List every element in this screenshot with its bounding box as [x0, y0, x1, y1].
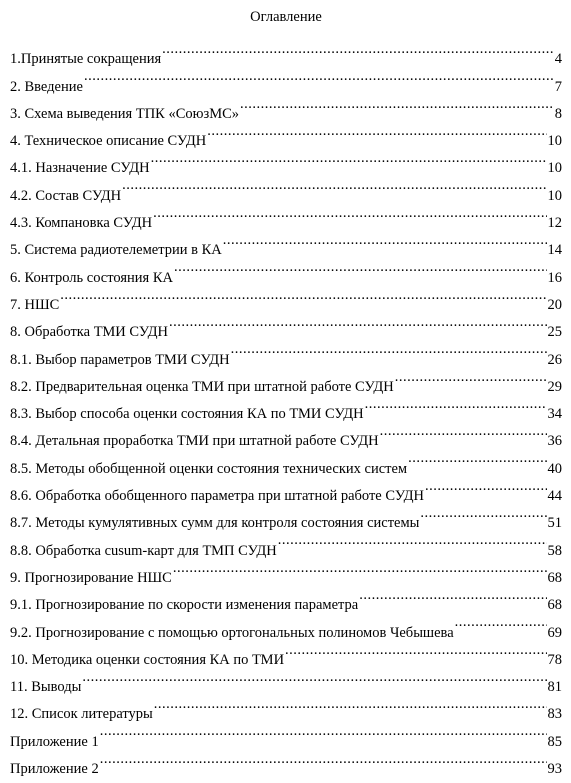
toc-entry-page: 81	[547, 679, 562, 696]
toc-entry-label: 2. Введение	[10, 78, 83, 95]
toc-dot-leader	[455, 609, 547, 636]
toc-title: Оглавление	[250, 9, 322, 25]
toc-entry-page: 44	[547, 488, 562, 505]
toc-entry-page: 68	[547, 569, 562, 586]
toc-entry-label: 8.2. Предварительная оценка ТМИ при штатной работе СУДН	[10, 378, 394, 395]
toc-dot-leader	[223, 227, 547, 254]
toc-dot-leader	[169, 309, 547, 336]
toc-entry-page: 25	[547, 324, 562, 341]
toc-entry-page: 78	[547, 651, 562, 668]
toc-dot-leader	[100, 718, 547, 745]
toc-entry-label: 8.1. Выбор параметров ТМИ СУДН	[10, 351, 230, 368]
toc-entry-label: Приложение 1	[10, 733, 99, 750]
toc-entry-page: 14	[547, 242, 562, 259]
toc-entry-label: Приложение 2	[10, 761, 99, 778]
toc-entry-label: 5. Система радиотелеметрии в КА	[10, 242, 222, 259]
toc-dot-leader	[359, 582, 546, 609]
toc-entry-page: 36	[547, 433, 562, 450]
toc-entry[interactable]	[10, 309, 562, 341]
toc-entry-label: 8.3. Выбор способа оценки состояния КА по ТМИ СУДН	[10, 406, 364, 423]
toc-entry-page: 40	[547, 460, 562, 477]
toc-list	[10, 36, 562, 778]
toc-dot-leader	[240, 91, 554, 118]
toc-entry-page: 69	[547, 624, 562, 641]
toc-dot-leader	[408, 445, 546, 472]
toc-entry-label: 8.4. Детальная проработка ТМИ при штатной работе СУДН	[10, 433, 379, 450]
toc-entry-label: 10. Методика оценки состояния КА по ТМИ	[10, 651, 285, 668]
toc-dot-leader	[153, 200, 546, 227]
toc-entry-page: 26	[547, 351, 562, 368]
toc-dot-leader	[395, 364, 547, 391]
toc-entry-label: 11. Выводы	[10, 679, 82, 696]
toc-entry-page: 16	[547, 269, 562, 286]
toc-entry-label: 12. Список литературы	[10, 706, 153, 723]
toc-dot-leader	[278, 527, 547, 554]
toc-dot-leader	[420, 500, 546, 527]
toc-entry-page: 58	[547, 542, 562, 559]
toc-dot-leader	[162, 36, 554, 63]
toc-dot-leader	[207, 118, 546, 145]
toc-entry-page: 8	[554, 105, 562, 122]
toc-entry-page: 10	[547, 187, 562, 204]
toc-entry-label: 6. Контроль состояния КА	[10, 269, 173, 286]
toc-entry-label: 4.3. Компановка СУДН	[10, 215, 153, 232]
toc-dot-leader	[151, 145, 547, 172]
toc-dot-leader	[122, 172, 546, 199]
toc-entry[interactable]	[10, 691, 562, 723]
toc-entry-label: 4. Техническое описание СУДН	[10, 133, 207, 150]
toc-entry[interactable]	[10, 91, 562, 122]
toc-entry-page: 10	[547, 160, 562, 177]
toc-entry-page: 7	[554, 78, 562, 95]
toc-entry-page: 4	[554, 51, 562, 68]
toc-entry-label: 7. НШС	[10, 296, 60, 313]
toc-entry-label: 3. Схема выведения ТПК «СоюзМС»	[10, 105, 240, 122]
toc-dot-leader	[154, 691, 547, 718]
toc-dot-leader	[82, 664, 546, 691]
toc-dot-leader	[173, 555, 547, 582]
toc-dot-leader	[100, 746, 547, 773]
toc-entry-page: 20	[547, 296, 562, 313]
toc-entry-label: 4.1. Назначение СУДН	[10, 160, 150, 177]
toc-entry-label: 9. Прогнозирование НШС	[10, 569, 172, 586]
toc-entry-page: 83	[547, 706, 562, 723]
toc-entry-page: 29	[547, 378, 562, 395]
toc-entry-label: 4.2. Состав СУДН	[10, 187, 122, 204]
toc-entry-label: 9.1. Прогнозирование по скорости изменения параметра	[10, 597, 359, 614]
toc-dot-leader	[60, 282, 546, 309]
toc-entry-page: 10	[547, 133, 562, 150]
toc-entry-label: 8.6. Обработка обобщенного параметра при штатной работе СУДН	[10, 488, 425, 505]
toc-entry-label: 8.8. Обработка cusum-карт для ТМП СУДН	[10, 542, 277, 559]
toc-entry-label: 9.2. Прогнозирование с помощью ортогональных полиномов Чебышева	[10, 624, 454, 641]
toc-dot-leader	[174, 254, 547, 281]
toc-dot-leader	[285, 637, 546, 664]
toc-entry-page: 12	[547, 215, 562, 232]
toc-entry[interactable]	[10, 664, 562, 696]
toc-entry-label: 8.7. Методы кумулятивных сумм для контроля состояния системы	[10, 515, 420, 532]
toc-dot-leader	[365, 391, 547, 418]
toc-dot-leader	[84, 63, 554, 90]
toc-entry-label: 8. Обработка ТМИ СУДН	[10, 324, 168, 341]
toc-entry-label: 1.Принятые сокращения	[10, 51, 162, 68]
toc-entry-page: 68	[547, 597, 562, 614]
toc-dot-leader	[231, 336, 547, 363]
toc-entry-page: 85	[547, 733, 562, 750]
toc-entry-label: 8.5. Методы обобщенной оценки состояния технических систем	[10, 460, 408, 477]
toc-entry[interactable]	[10, 282, 562, 313]
toc-entry[interactable]	[10, 36, 562, 68]
toc-entry-page: 51	[547, 515, 562, 532]
toc-entry[interactable]	[10, 63, 562, 95]
toc-entry-page: 34	[547, 406, 562, 423]
toc-dot-leader	[380, 418, 547, 445]
toc-dot-leader	[425, 473, 546, 500]
toc-entry-page: 93	[547, 761, 562, 778]
